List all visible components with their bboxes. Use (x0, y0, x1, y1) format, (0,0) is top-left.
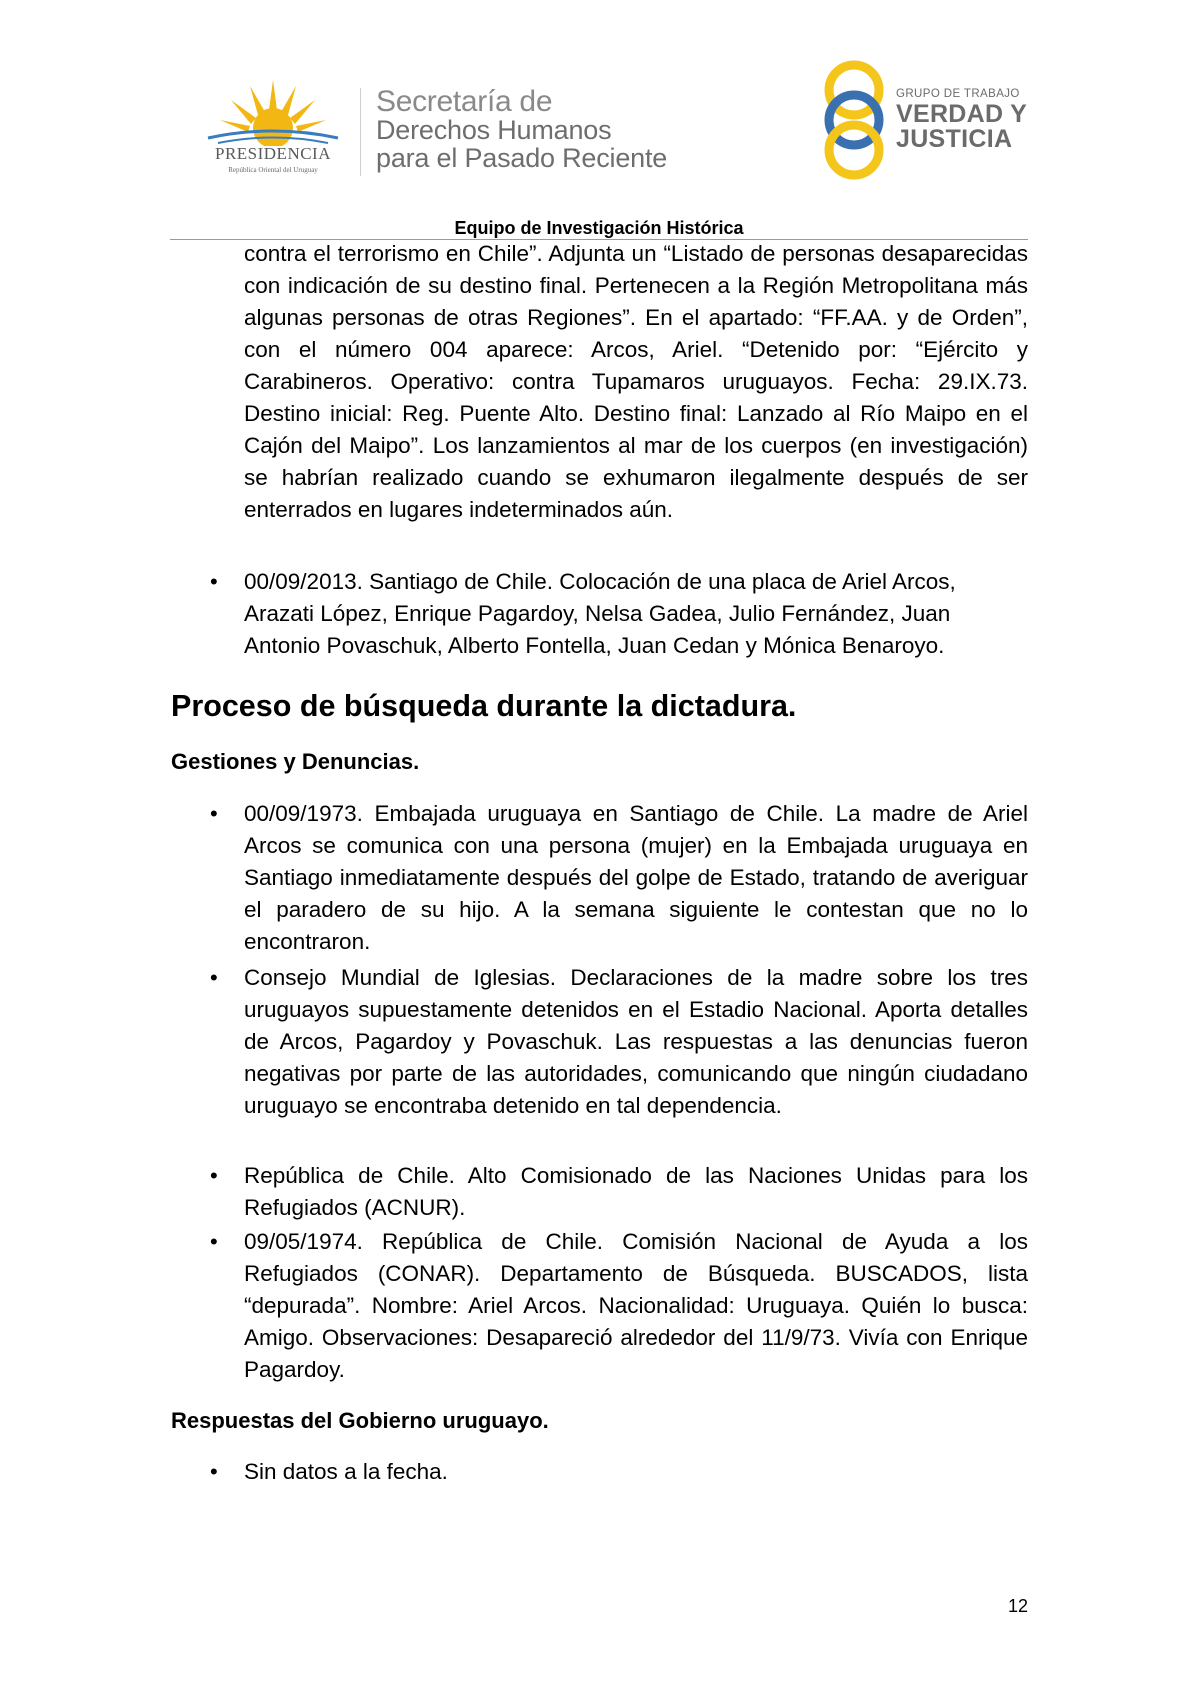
presidencia-subtitle: República Oriental del Uruguay (228, 166, 318, 174)
secretaria-line-3: para el Pasado Reciente (376, 143, 668, 173)
sun-icon (198, 80, 348, 146)
secretaria-line-2: Derechos Humanos (376, 115, 612, 145)
gtvj-logo (822, 56, 1032, 184)
bullet-marker: • (210, 569, 218, 594)
bullet-marker: • (210, 1229, 218, 1254)
page-number: 12 (1007, 1596, 1028, 1616)
placa-item: 00/09/2013. Santiago de Chile. Colocación de una placa de Ariel Arcos, Arazati López, Enrique Pagardoy, Nelsa Gadea, Julio Fernández, Juan Antonio Povaschuk, Alberto Fontella, Juan Cedan y Mónica Benaroyo. (244, 569, 956, 658)
presidencia-name: PRESIDENCIA (214, 144, 331, 163)
bullet-marker: • (210, 1163, 218, 1188)
bullet-marker: • (210, 1459, 218, 1484)
gestion-item-3: República de Chile. Alto Comisionado de las Naciones Unidas para los Refugiados (ACNUR). (244, 1163, 1028, 1220)
continuation-paragraph: contra el terrorismo en Chile”. Adjunta un “Listado de personas desaparecidas con indicación de su destino final. Pertenecen a la Región Metropolitana más algunas personas de otras Regiones”. En el apartado: “FF.AA. y de Orden”, con el número 004 aparece: Arcos, Ariel. “Detenido por: “Ejército y Carabineros. Operativo: contra Tupamaros uruguayos. Fecha: 29.IX.73. Destino inicial: Reg. Puente Alto. Destino final: Lanzado al Río Maipo en el Cajón del Maipo”. Los lanzamientos al mar de los cuerpos (en investigación) se habrían realizado cuando se exhumaron ilegalmente después de ser enterrados en lugares indeterminados aún. (244, 241, 1028, 522)
gtvj-line-2: JUSTICIA (896, 125, 1013, 153)
department-title: Equipo de Investigación Histórica (454, 218, 744, 238)
gestion-item-1: 00/09/1973. Embajada uruguaya en Santiago de Chile. La madre de Ariel Arcos se comunica con una persona (mujer) en la Embajada uruguaya en Santiago inmediatamente después del golpe de Estado, tratando de averiguar el paradero de su hijo. A la semana siguiente le contestan que no lo encontraron. (244, 801, 1028, 954)
gestion-item-4: 09/05/1974. República de Chile. Comisión Nacional de Ayuda a los Refugiados (CONAR). Departamento de Búsqueda. BUSCADOS, lista “depurada”. Nombre: Ariel Arcos. Nacionalidad: Uruguaya. Quién lo busca: Amigo. Observaciones: Desapareció alrededor del 11/9/73. Vivía con Enrique Pagardoy. (244, 1229, 1028, 1382)
page-header (0, 0, 1190, 240)
gtvj-small-label: GRUPO DE TRABAJO (896, 88, 1020, 100)
gtvj-line-1: VERDAD Y (896, 100, 1028, 128)
respuesta-item-1: Sin datos a la fecha. (244, 1459, 448, 1484)
header-divider (360, 88, 361, 176)
gtvj-title (896, 102, 1027, 152)
secretaria-line-1: Secretaría de (376, 85, 553, 118)
secretaria-wordmark (376, 85, 668, 173)
gestion-item-2: Consejo Mundial de Iglesias. Declaraciones de la madre sobre los tres uruguayos supuestamente detenidos en el Estadio Nacional. Aporta detalles de Arcos, Pagardoy y Povaschuk. Las respuestas a las denuncias fueron negativas por parte de las autoridades, comunicando que ningún ciudadano uruguayo se encontraba detenido en tal dependencia. (244, 965, 1028, 1118)
bullet-marker: • (210, 801, 218, 826)
rings-icon (822, 56, 892, 184)
bullet-marker: • (210, 965, 218, 990)
subsection-gestiones: Gestiones y Denuncias. (171, 749, 420, 774)
subsection-respuestas: Respuestas del Gobierno uruguayo. (171, 1408, 549, 1433)
section-title: Proceso de búsqueda durante la dictadura. (171, 689, 797, 723)
presidencia-logo (198, 80, 358, 180)
